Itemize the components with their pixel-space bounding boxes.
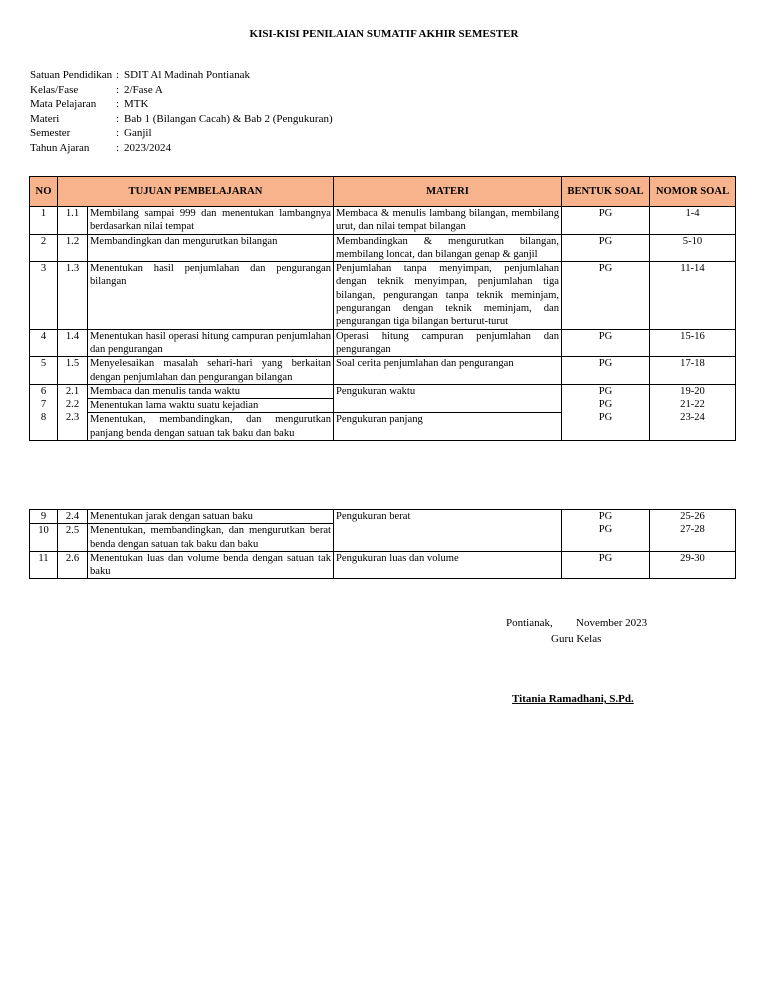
row-bentuk: PG [562,329,650,357]
row-tujuan: Menyelesaikan masalah sehari-hari yang berkaitan dengan penjumlahan dan pengurangan bilangan [88,357,334,385]
header-no: NO [30,177,58,207]
row-bentuk: PG [598,511,613,522]
header-bentuk: BENTUK SOAL [562,177,650,207]
info-separator: : [116,83,120,96]
row-kode: 2.1 [65,385,80,397]
row-materi: Penjumlahan tanpa menyimpan, penjumlahan dengan teknik menyimpan, penjumlahan tiga bilangan, pengurangan tanpa teknik meminjam, pengurangan dengan teknik meminjam, dan pengurangan tiga bilangan berturut-turut [334,262,562,329]
table-row [30,357,736,385]
row-materi: Pengukuran luas dan volume [334,551,562,579]
info-separator: : [116,69,120,81]
info-row-mapel [30,97,333,112]
row-kode: 2.4 [58,510,88,524]
row-bentuk: PG [562,262,650,329]
row-tujuan: Menentukan, membandingkan, dan mengurutkan berat benda dengan satuan tak baku dan baku [88,524,334,552]
row-bentuk: PG [598,524,613,536]
row-nomor: 11-14 [650,262,736,329]
row-bentuk: PG [562,357,650,385]
info-row-kelas [30,83,333,98]
row-nomor: 25-26 [680,511,705,522]
info-separator: : [116,112,120,125]
table-row [30,384,736,398]
row-tujuan: Membaca dan menulis tanda waktu [88,384,334,398]
row-no: 8 [40,412,47,424]
row-kode: 2.2 [65,399,80,411]
row-no: 11 [30,551,58,579]
row-bentuk-group [562,384,650,440]
info-row-satuan [30,68,333,83]
row-kode: 1.2 [58,234,88,262]
row-tujuan: Membilang sampai 999 dan menentukan lambangnya berdasarkan nilai tempat [88,207,334,235]
info-separator: : [116,141,120,154]
row-bentuk: PG [598,399,613,411]
row-nomor: 29-30 [650,551,736,579]
info-block [30,68,333,155]
row-kode: 1.4 [58,329,88,357]
signature-role: Guru Kelas [551,633,602,645]
row-tujuan: Menentukan jarak dengan satuan baku [88,510,334,524]
header-nomor: NOMOR SOAL [650,177,736,207]
row-nomor-group [650,384,736,440]
info-label: Materi [30,112,60,125]
table-header-row [30,177,736,207]
row-no: 10 [30,524,58,552]
row-nomor: 19-20 [680,385,705,397]
signature-name: Titania Ramadhani, S.Pd. [512,693,634,705]
row-nomor: 27-28 [680,524,705,536]
header-tujuan: TUJUAN PEMBELAJARAN [58,177,334,207]
row-bentuk: PG [562,207,650,235]
info-value: 2/Fase A [124,83,163,96]
row-nomor: 5-10 [650,234,736,262]
info-value: Bab 1 (Bilangan Cacah) & Bab 2 (Pengukuran) [124,112,333,125]
info-separator: : [116,98,120,110]
row-materi: Pengukuran waktu [334,384,562,413]
row-bentuk: PG [598,385,613,397]
row-no: 9 [30,510,58,524]
info-label: Mata Pelajaran [30,98,97,110]
row-materi: Membandingkan & mengurutkan bilangan, membilang loncat, dan bilangan genap & ganjil [334,234,562,262]
row-materi: Pengukuran panjang [334,413,562,441]
row-bentuk-group [562,510,650,552]
row-kode: 1.5 [58,357,88,385]
row-no: 4 [30,329,58,357]
row-kode: 1.3 [58,262,88,329]
info-row-materi [30,112,333,127]
row-kode: 2.5 [58,524,88,552]
info-value: 2023/2024 [124,141,172,154]
info-row-tahun [30,141,333,156]
row-tujuan: Membandingkan dan mengurutkan bilangan [88,234,334,262]
row-nomor: 1-4 [650,207,736,235]
row-kode-group [58,384,88,440]
table-row [30,329,736,357]
row-tujuan: Menentukan lama waktu suatu kejadian [88,399,334,413]
row-materi: Soal cerita penjumlahan dan pengurangan [334,357,562,385]
row-nomor: 23-24 [680,412,705,424]
row-materi: Membaca & menulis lambang bilangan, membilang urut, dan nilai tempat bilangan [334,207,562,235]
row-no: 1 [30,207,58,235]
row-materi: Operasi hitung campuran penjumlahan dan pengurangan [334,329,562,357]
info-value: SDIT Al Madinah Pontianak [124,69,250,81]
row-materi: Pengukuran berat [334,510,562,552]
table-row [30,234,736,262]
row-no: 5 [30,357,58,385]
row-kode: 2.6 [58,551,88,579]
row-no-group [30,384,58,440]
row-nomor: 15-16 [650,329,736,357]
row-nomor-group [650,510,736,552]
table-row [30,262,736,329]
info-separator: : [116,127,120,139]
kisi-kisi-table [29,176,736,441]
row-nomor: 17-18 [650,357,736,385]
header-materi: MATERI [334,177,562,207]
row-no: 3 [30,262,58,329]
row-bentuk: PG [562,234,650,262]
signature-city: Pontianak, [506,617,553,629]
row-no: 6 [40,385,47,397]
info-label: Tahun Ajaran [30,141,90,154]
info-label: Satuan Pendidikan [30,69,113,81]
row-tujuan: Menentukan, membandingkan, dan mengurutkan panjang benda dengan satuan tak baku dan baku [88,413,334,441]
info-row-semester [30,126,333,141]
kisi-kisi-table-continued [29,509,736,579]
row-tujuan: Menentukan hasil operasi hitung campuran penjumlahan dan pengurangan [88,329,334,357]
row-nomor: 21-22 [680,399,705,411]
table-row [30,510,736,524]
table-row [30,207,736,235]
row-no: 7 [40,399,47,411]
info-label: Kelas/Fase [30,83,79,96]
row-tujuan: Menentukan hasil penjumlahan dan pengurangan bilangan [88,262,334,329]
table-row [30,551,736,579]
row-bentuk: PG [598,412,613,424]
signature-date: November 2023 [576,617,648,629]
row-tujuan: Menentukan luas dan volume benda dengan satuan tak baku [88,551,334,579]
info-label: Semester [30,127,71,139]
row-bentuk: PG [562,551,650,579]
info-value: MTK [124,98,149,110]
info-value: Ganjil [124,127,152,139]
row-kode: 2.3 [65,412,80,424]
document-title: KISI-KISI PENILAIAN SUMATIF AKHIR SEMESTER [249,28,519,40]
row-kode: 1.1 [58,207,88,235]
row-no: 2 [30,234,58,262]
